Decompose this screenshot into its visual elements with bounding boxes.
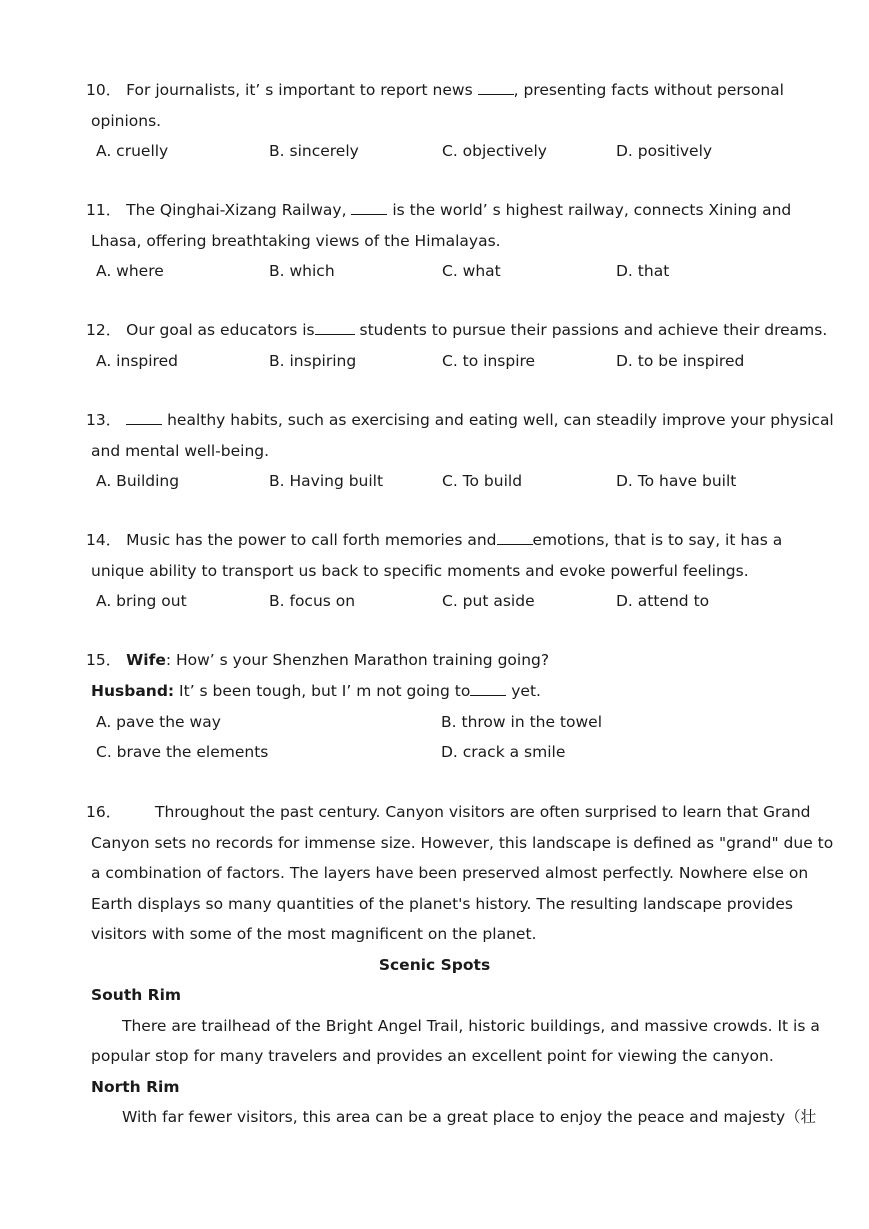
dialogue-text: : How’ s your Shenzhen Marathon training going?	[165, 651, 550, 669]
answer-blank	[478, 80, 514, 95]
option-b: B. focus on	[269, 592, 356, 610]
heading-north-rim: North Rim	[91, 1078, 180, 1096]
option-c: C. objectively	[442, 142, 547, 160]
option-c: C. To build	[442, 472, 523, 490]
question-12-stem	[86, 320, 827, 340]
dialogue-text: yet.	[506, 682, 541, 700]
passage-line: popular stop for many travelers and provides an excellent point for viewing the canyon.	[91, 1047, 774, 1065]
answer-blank	[126, 410, 162, 425]
question-11-stem-cont: Lhasa, offering breathtaking views of the Himalayas.	[91, 232, 501, 250]
answer-blank	[351, 200, 387, 215]
passage-line: Throughout the past century. Canyon visitors are often surprised to learn that Grand	[155, 803, 811, 821]
speaker-husband: Husband:	[91, 682, 175, 700]
answer-blank	[470, 681, 506, 696]
passage-line: Earth displays so many quantities of the planet's history. The resulting landscape provides	[91, 895, 794, 913]
question-14-stem-cont: unique ability to transport us back to specific moments and evoke powerful feelings.	[91, 562, 749, 580]
option-b: B. throw in the towel	[441, 713, 603, 731]
option-a: A. Building	[96, 472, 180, 490]
option-b: B. inspiring	[269, 352, 357, 370]
question-10-stem	[86, 80, 784, 100]
question-number: 12．	[86, 321, 122, 339]
question-number: 15．	[86, 651, 122, 669]
option-d: D. that	[616, 262, 670, 280]
answer-blank	[497, 530, 533, 545]
option-a: A. pave the way	[96, 713, 221, 731]
question-11-stem	[86, 200, 791, 220]
option-c: C. put aside	[442, 592, 535, 610]
question-number: 14．	[86, 531, 122, 549]
question-10-stem-cont: opinions.	[91, 112, 162, 130]
option-a: A. where	[96, 262, 164, 280]
stem-text: Our goal as educators is	[126, 321, 315, 339]
option-d: D. To have built	[616, 472, 737, 490]
option-b: B. which	[269, 262, 335, 280]
question-14-stem	[86, 530, 782, 550]
option-d: D. positively	[616, 142, 713, 160]
option-c: C. what	[442, 262, 501, 280]
question-15-stem	[86, 650, 549, 670]
option-d: D. attend to	[616, 592, 710, 610]
stem-text: The Qinghai-Xizang Railway,	[126, 201, 352, 219]
passage-line: There are trailhead of the Bright Angel Trail, historic buildings, and massive crowds. It is a	[122, 1017, 820, 1035]
speaker-wife: Wife	[126, 651, 166, 669]
passage-line: visitors with some of the most magnificent on the planet.	[91, 925, 537, 943]
question-15-reply	[91, 681, 541, 701]
answer-blank	[315, 320, 355, 335]
dialogue-text: It’ s been tough, but I’ m not going to	[174, 682, 471, 700]
option-d: D. to be inspired	[616, 352, 745, 370]
question-13-stem	[86, 410, 834, 430]
stem-text: Music has the power to call forth memories and	[126, 531, 497, 549]
passage-line: Canyon sets no records for immense size. However, this landscape is defined as "grand" due to	[91, 834, 834, 852]
stem-text: For journalists, it’ s important to report news	[126, 81, 478, 99]
option-c: C. brave the elements	[96, 743, 269, 761]
question-number: 10．	[86, 81, 122, 99]
option-c: C. to inspire	[442, 352, 536, 370]
question-16-number: 16．	[86, 803, 122, 821]
question-number: 13．	[86, 411, 122, 429]
option-d: D. crack a smile	[441, 743, 566, 761]
option-b: B. Having built	[269, 472, 384, 490]
heading-south-rim: South Rim	[91, 986, 182, 1004]
stem-text: emotions, that is to say, it has a	[532, 531, 783, 549]
option-a: A. bring out	[96, 592, 187, 610]
option-a: A. cruelly	[96, 142, 169, 160]
question-number: 11．	[86, 201, 122, 219]
option-b: B. sincerely	[269, 142, 359, 160]
passage-line: a combination of factors. The layers have been preserved almost perfectly. Nowhere else on	[91, 864, 809, 882]
stem-text: is the world’ s highest railway, connects Xining and	[387, 201, 792, 219]
section-title: Scenic Spots	[378, 956, 491, 974]
passage-line: With far fewer visitors, this area can be a great place to enjoy the peace and majesty（壮	[122, 1108, 817, 1126]
question-13-stem-cont: and mental well-being.	[91, 442, 270, 460]
option-a: A. inspired	[96, 352, 178, 370]
stem-text: healthy habits, such as exercising and eating well, can steadily improve your physical	[162, 411, 834, 429]
stem-text: students to pursue their passions and achieve their dreams.	[354, 321, 828, 339]
stem-text: , presenting facts without personal	[513, 81, 784, 99]
